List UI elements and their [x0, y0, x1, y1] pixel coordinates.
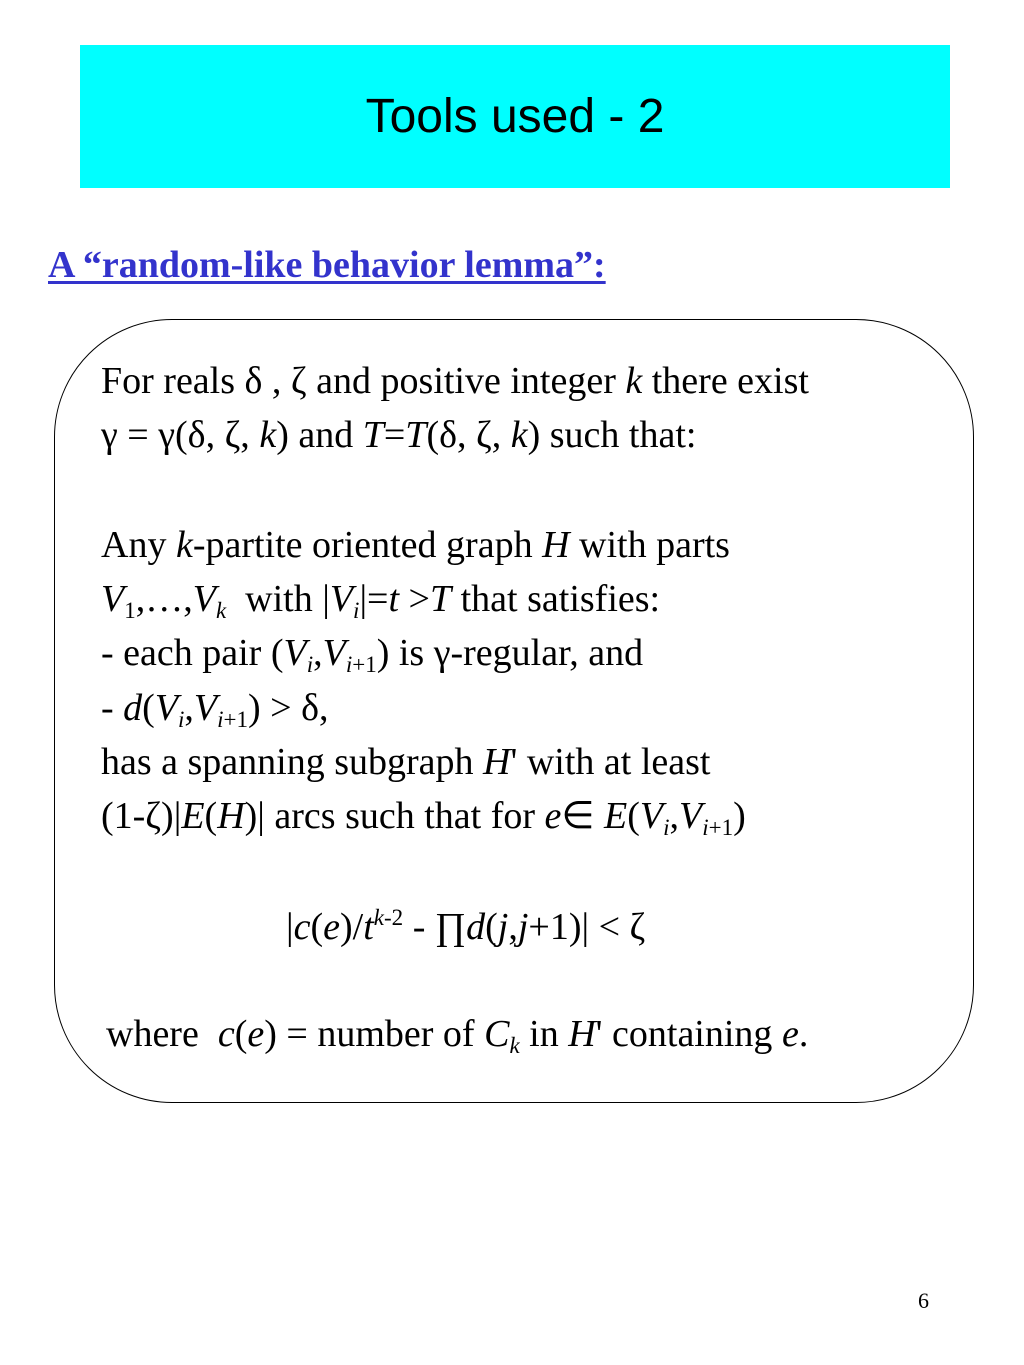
lemma-heading: A “random-like behavior lemma”: [48, 244, 606, 286]
conclusion-line-1: has a spanning subgraph H' with at least [101, 741, 711, 783]
condition-2: - $d(V_i,V_{i+1}) > \delta$, [101, 687, 329, 732]
intro-line-2: γ = γ(δ, ζ, k) and T=T(δ, ζ, k) such that: [101, 414, 697, 456]
body-line-2: $V_1,\dots,V_k$ with $|V_i|=t >T$ that satisfies: [101, 578, 661, 623]
slide-title: Tools used - 2 [365, 90, 665, 143]
page-number: 6 [918, 1288, 929, 1313]
condition-1: - each pair $(V_i,V_{i+1})$ is γ-regular, and [101, 632, 644, 677]
where-line: where c(e) = number of $C_k$ in H' containing e. [106, 1013, 809, 1058]
body-line-1: Any k-partite oriented graph H with parts [101, 524, 730, 566]
conclusion-line-2: (1-ζ)|E(H)| arcs such that for e∈ $E(V_i,V_{i+1})$ [101, 795, 746, 840]
intro-line-1: For reals δ , ζ and positive integer k there exist [101, 360, 809, 402]
title-bar [80, 45, 950, 188]
formula: $|c(e)/t^{k-2}$ - ∏d(j,j+1)| < ζ [286, 905, 646, 948]
